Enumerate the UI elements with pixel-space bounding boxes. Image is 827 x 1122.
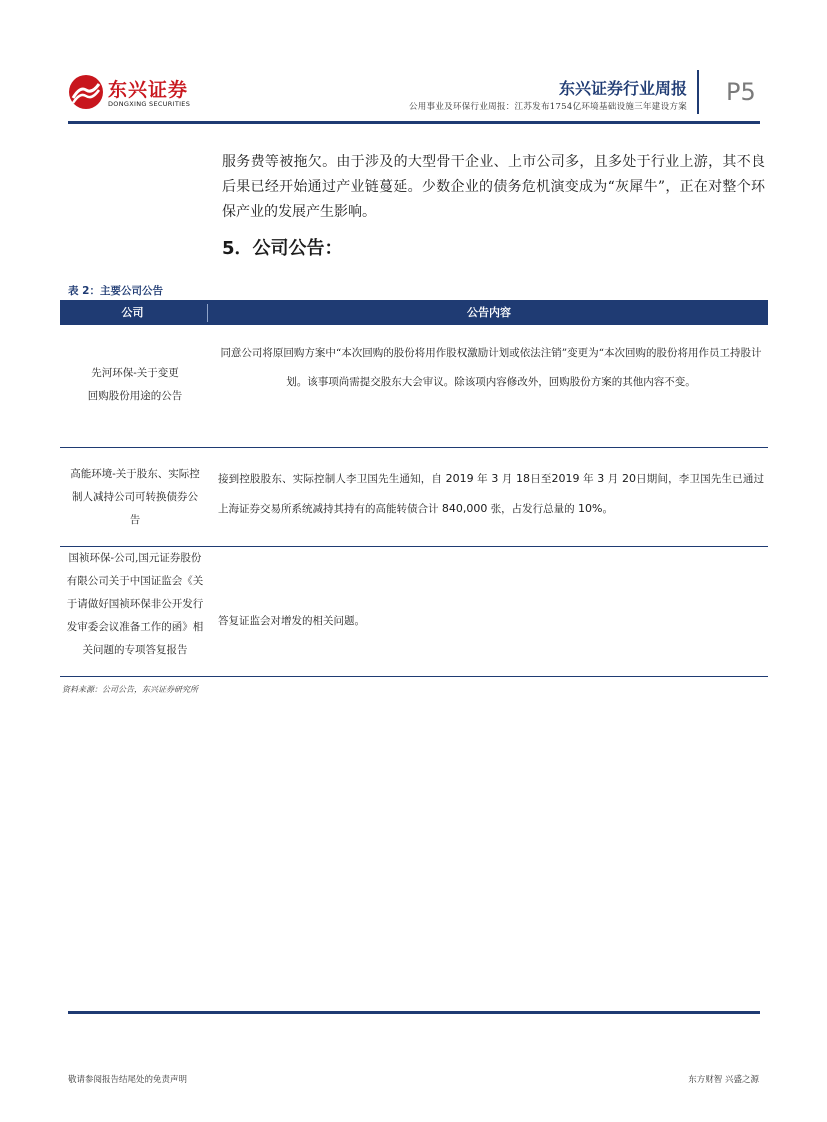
row-company: 国祯环保-公司,国元证券股份有限公司关于中国证监会《关于请做好国祯环保非公开发行发审委会议准备工作的函》相关问题的专项答复报告 bbox=[66, 552, 204, 656]
content-number: 10% bbox=[578, 502, 603, 515]
table-header-content: 公告内容 bbox=[467, 306, 511, 319]
table-row bbox=[60, 547, 768, 677]
section-heading: 5．公司公告： bbox=[222, 238, 343, 259]
row-content bbox=[218, 464, 764, 524]
content-number: 2019 bbox=[445, 472, 474, 485]
row-content: 同意公司将原回购方案中“本次回购的股份将用作股权激励计划或依法注销”变更为“本次回购的股份将用作员工持股计划。该事项尚需提交股东大会审议。除该项内容修改外，回购股份方案的其他内容不变。 bbox=[220, 347, 762, 388]
content-text: 日至 bbox=[530, 473, 552, 485]
table-row bbox=[60, 448, 768, 547]
table-caption: 表 2：主要公司公告 bbox=[68, 285, 163, 297]
footer-rule bbox=[68, 1011, 760, 1014]
header-rule bbox=[68, 121, 760, 124]
content-number: 3 bbox=[491, 472, 499, 485]
content-number: 840,000 bbox=[441, 502, 488, 515]
table-header bbox=[60, 301, 768, 325]
footer-disclaimer: 敬请参阅报告结尾处的免责声明 bbox=[68, 1075, 188, 1085]
logo-text-en: DONGXING SECURITIES bbox=[108, 100, 191, 108]
table-source: 资料来源：公司公告，东兴证券研究所 bbox=[62, 685, 198, 694]
content-number: 3 bbox=[597, 472, 605, 485]
table-row bbox=[60, 325, 768, 448]
header-divider bbox=[697, 70, 699, 114]
content-text: 接到控股股东、实际控制人李卫国先生通知，自 bbox=[218, 473, 443, 485]
logo-text-cn: 东兴证券 bbox=[108, 79, 189, 101]
content-text: 张，占发行总量的 bbox=[490, 503, 575, 515]
content-text: 日期间，李卫国先生已通过上海证券交易所系统减持其持有的高能转债合计 bbox=[218, 473, 765, 515]
report-type-title: 东兴证券行业周报 bbox=[558, 79, 687, 98]
content-text: 。 bbox=[602, 503, 613, 515]
content-number: 20 bbox=[621, 472, 636, 485]
content-text: 月 bbox=[501, 473, 513, 485]
page-number: P5 bbox=[726, 78, 756, 106]
row-company: 先河环保-关于变更回购股份用途的公告 bbox=[87, 367, 183, 402]
row-content: 答复证监会对增发的相关问题。 bbox=[218, 615, 365, 627]
content-number: 18 bbox=[516, 472, 531, 485]
footer-slogan: 东方财智 兴盛之源 bbox=[688, 1075, 759, 1085]
table-header-separator bbox=[207, 304, 208, 322]
content-text: 月 bbox=[607, 473, 619, 485]
company-logo bbox=[68, 72, 208, 116]
row-company: 高能环境-关于股东、实际控制人减持公司可转换债券公告 bbox=[70, 468, 200, 526]
table-header-company: 公司 bbox=[121, 306, 144, 319]
content-number: 2019 bbox=[551, 472, 580, 485]
report-subtitle: 公用事业及环保行业周报：江苏发布1754亿环境基础设施三年建设方案 bbox=[408, 102, 687, 112]
content-text: 年 bbox=[583, 473, 594, 485]
logo-emblem-icon bbox=[68, 74, 104, 110]
body-paragraph: 服务费等被拖欠。由于涉及的大型骨干企业、上市公司多，且多处于行业上游，其不良后果已经开始通过产业链蔓延。少数企业的债务危机演变成为“灰犀牛”，正在对整个环保产业的发展产生影响。 bbox=[222, 154, 765, 220]
content-text: 年 bbox=[477, 473, 488, 485]
